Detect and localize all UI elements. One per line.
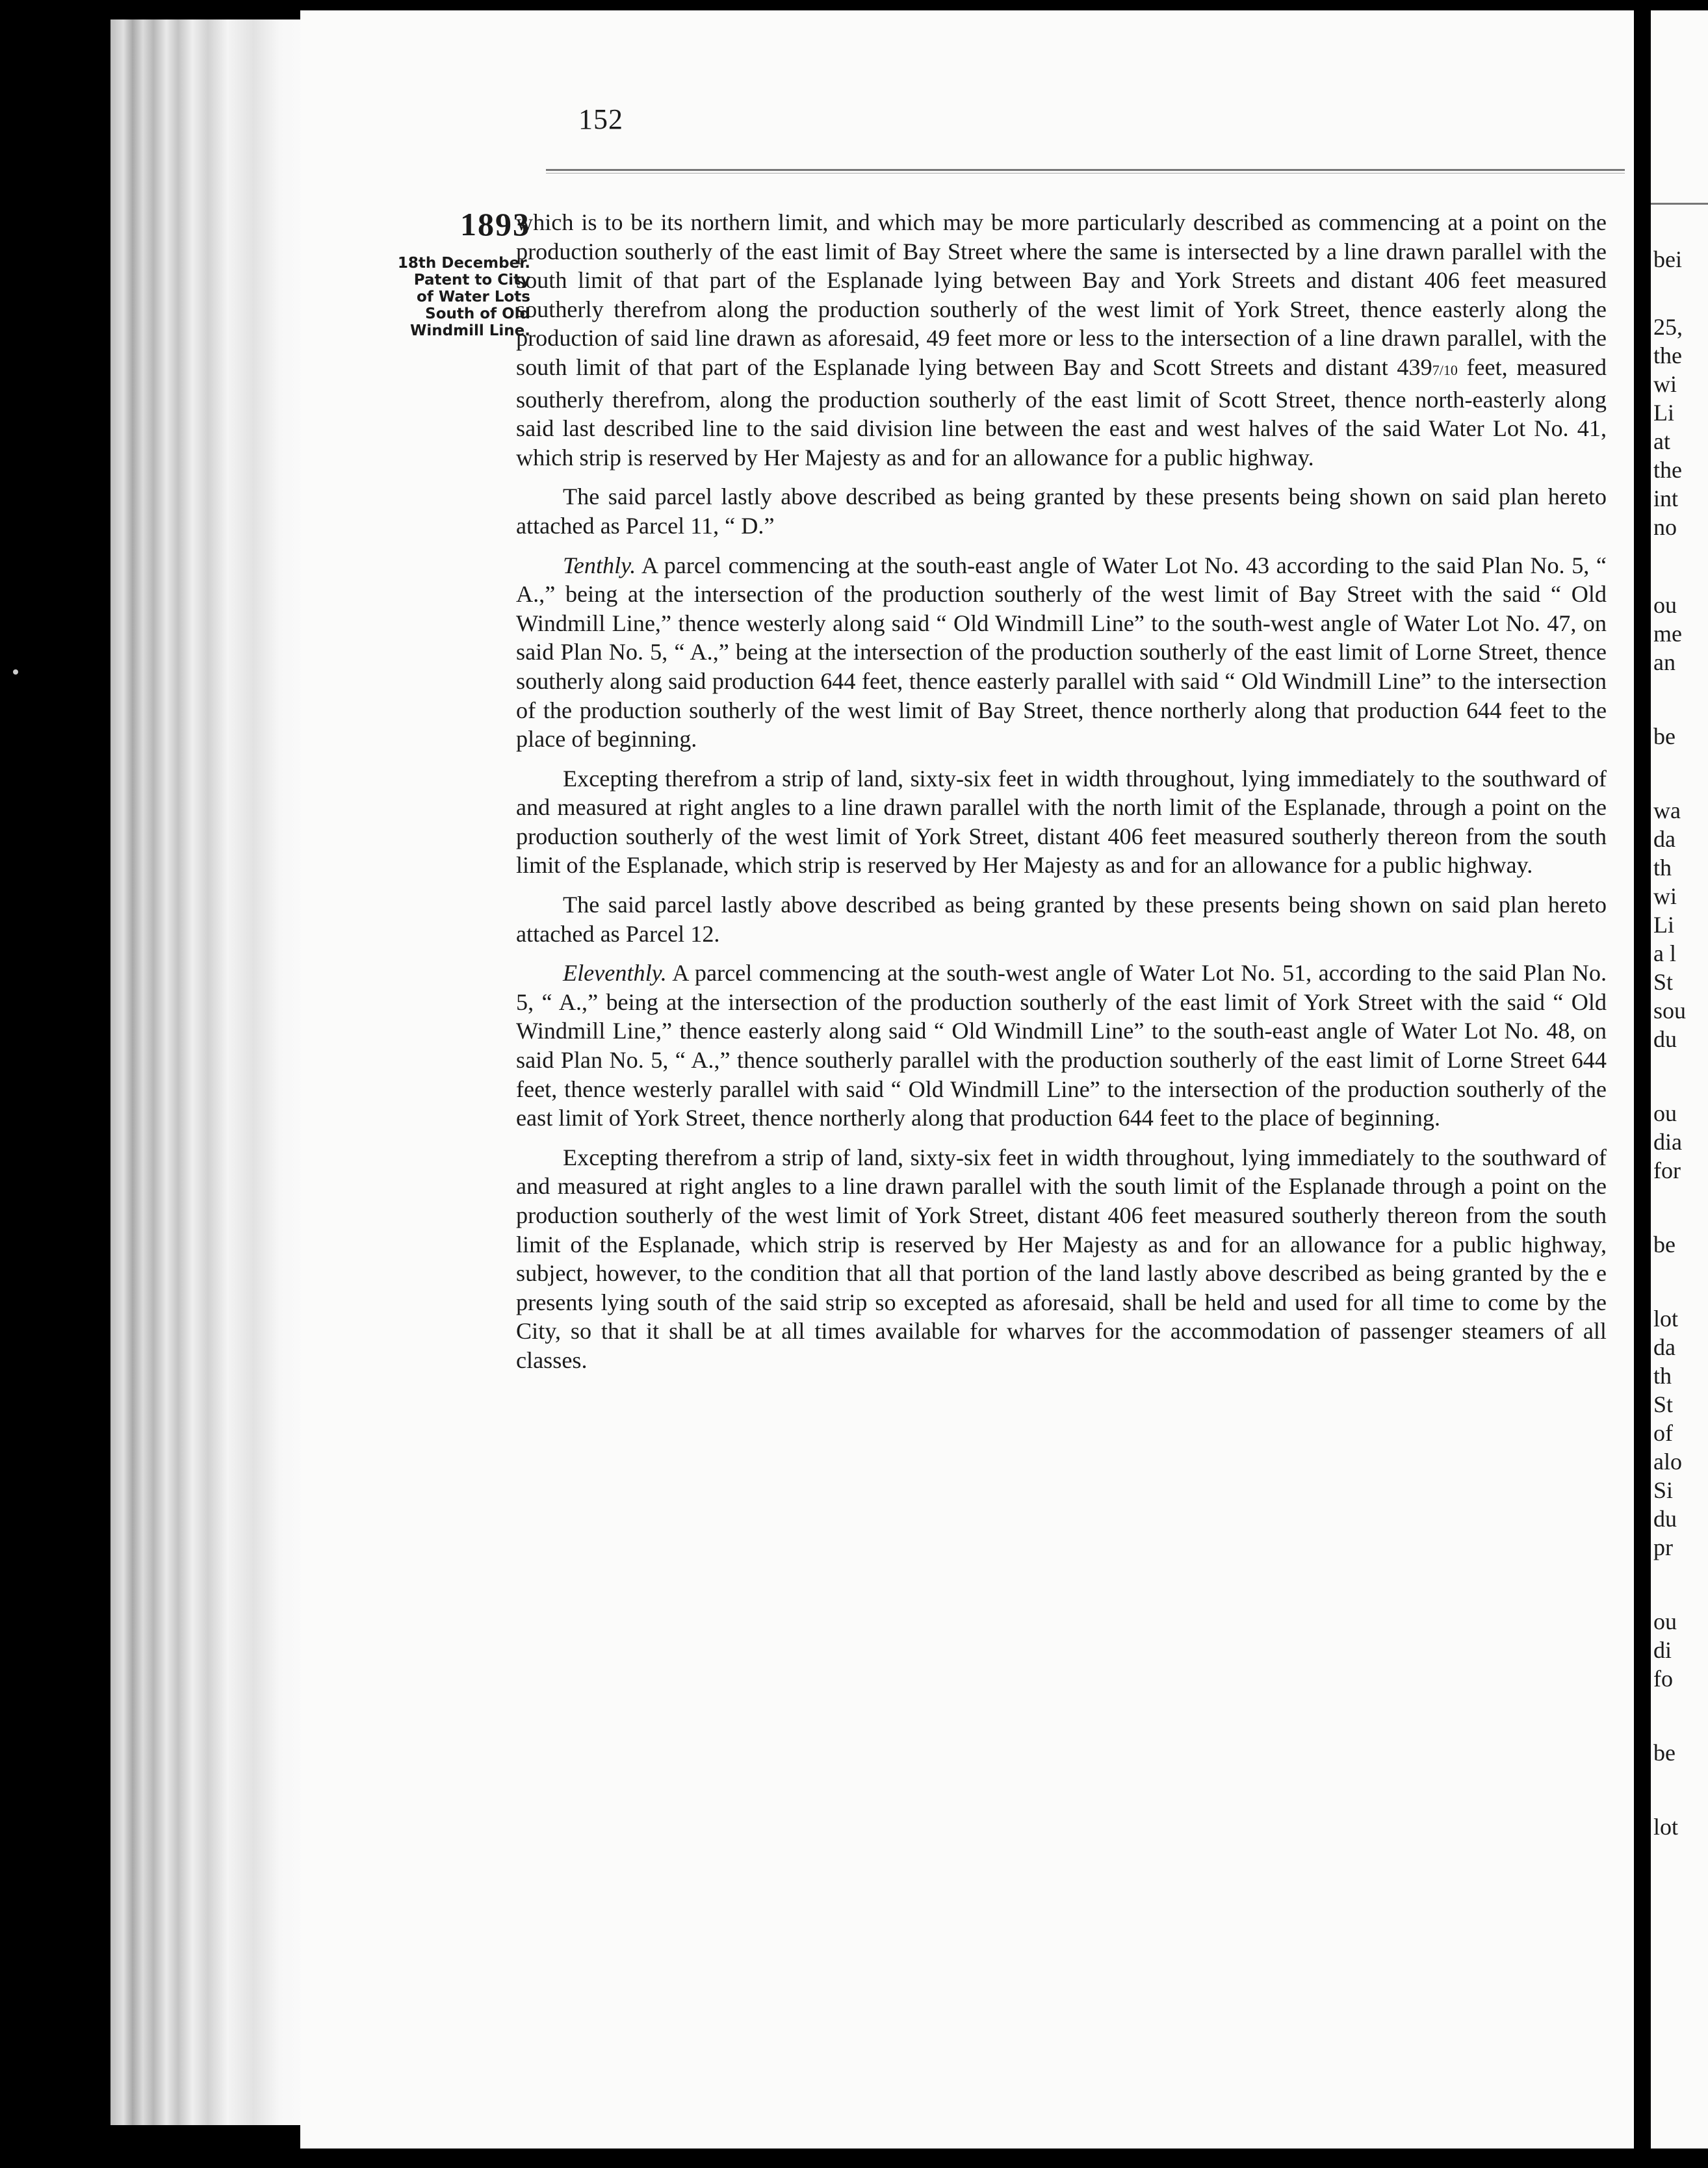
facing-page-fragment: wi [1653, 883, 1677, 909]
paragraph [516, 959, 1607, 1133]
margin-note [368, 205, 530, 339]
facing-page-fragment: ou [1653, 1100, 1677, 1126]
paragraph-text: A parcel commencing at the south-east angle of Water Lot No. 43 according to the said Plan No. 5, “ A.,” being at the intersection of the production southerly of the west limit of Bay Street with the said “ Old Windmill Line,” thence westerly along said “ Old Windmill Line” to the south-west angle of Water Lot No. 47, on said Plan No. 5, “ A.,” being at the intersection of the production southerly of the east limit of Lorne Street, thence southerly along said production 644 feet, thence easterly parallel with said “ Old Windmill Line” to the intersection of the production southerly of the west limit of Bay Street, thence northerly along that production 644 feet to the place of beginning. [516, 552, 1607, 753]
facing-page-fragment: Si [1653, 1477, 1674, 1503]
facing-page-fragment: th [1653, 1363, 1672, 1389]
facing-page-fragment: da [1653, 1334, 1676, 1360]
margin-year: 1893 [460, 206, 530, 242]
facing-page-fragment: an [1653, 649, 1676, 675]
facing-page-fragment: be [1653, 723, 1676, 749]
margin-note-line: South of Old [425, 305, 530, 322]
book-page-edges [110, 19, 305, 2125]
margin-note-line: Patent to City [413, 272, 530, 289]
facing-page-fragment: no [1653, 514, 1677, 540]
facing-page-fragment: Li [1653, 912, 1674, 938]
facing-page-rule [1651, 203, 1708, 205]
scan-speck [13, 669, 18, 675]
facing-page-fragment: be [1653, 1740, 1676, 1766]
facing-page-fragment: of [1653, 1420, 1673, 1446]
facing-page-fragment: th [1653, 855, 1672, 881]
facing-page-fragment: Li [1653, 400, 1674, 426]
facing-page-fragment: alo [1653, 1449, 1682, 1475]
facing-page-fragment: pr [1653, 1534, 1673, 1560]
facing-page-fragment: a l [1653, 940, 1676, 966]
margin-note-line: of Water Lots [417, 289, 530, 305]
paragraph [516, 208, 1607, 472]
facing-page-fragment: St [1653, 1391, 1674, 1417]
paragraph-lead: Tenthly. [563, 552, 636, 578]
facing-page-fragment: be [1653, 1232, 1676, 1258]
facing-page-fragment: me [1653, 621, 1682, 647]
facing-page-fragment: fo [1653, 1666, 1673, 1692]
facing-page-fragment: 25, [1653, 314, 1683, 340]
paragraph-text: Excepting therefrom a strip of land, sixty-six feet in width throughout, lying immediately to the southward of and measured at right angles to a line drawn parallel with the north limit of the Esplanade, through a point on the production southerly of the west limit of York Street, distant 406 feet measured southerly thereon from the south limit of the Esplanade, which strip is reserved by Her Majesty as and for an allowance for a public highway. [516, 765, 1607, 879]
page-number: 152 [578, 103, 623, 135]
facing-page-fragment: the [1653, 457, 1682, 483]
paragraph-text: A parcel commencing at the south-west angle of Water Lot No. 51, according to the said Plan No. 5, “ A.,” being at the intersection of the production southerly of the east limit of York Street with the said “ Old Windmill Line,” thence easterly along said “ Old Windmill Line” to the south-east angle of Water Lot No. 48, on said Plan No. 5, “ A.,” thence southerly parallel with the production southerly of the east limit of Lorne Street 644 feet, thence westerly parallel with said “ Old Windmill Line” to the intersection of the production southerly of the east limit of York Street, thence northerly along that production 644 feet to the place of beginning. [516, 960, 1607, 1131]
facing-page-fragment: lot [1653, 1306, 1679, 1332]
facing-page-fragment: du [1653, 1026, 1677, 1052]
facing-page-fragment: wa [1653, 797, 1681, 823]
paragraph [516, 482, 1607, 540]
facing-page-fragment: ou [1653, 1608, 1677, 1634]
paragraph-text: which is to be its northern limit, and which may be more particularly described as commencing at a point on the production southerly of the east limit of Bay Street where the same is intersected by a line drawn parallel with the south limit of that part of the Esplanade lying between Bay and York Streets and distant 406 feet measured southerly therefrom along the production southerly of the west limit of York Street, thence easterly along the production of said line drawn as aforesaid, 49 feet more or less to the intersection of a line drawn parallel, with the south limit of that part of the Esplanade lying between Bay and Scott Streets and distant 439 [516, 209, 1607, 380]
facing-page-fragment: dia [1653, 1129, 1682, 1155]
fraction: 7/10 [1432, 361, 1458, 378]
facing-page-fragment: sou [1653, 998, 1687, 1024]
facing-page-fragment: bei [1653, 246, 1682, 272]
facing-page-fragment: di [1653, 1637, 1672, 1663]
paragraph [516, 890, 1607, 948]
paragraph-text: The said parcel lastly above described as being granted by these presents being shown on said plan hereto attached as Parcel 12. [516, 892, 1607, 947]
margin-note-line: Windmill Line. [410, 322, 530, 339]
facing-page [1651, 10, 1708, 2149]
paragraph [516, 764, 1607, 880]
margin-note-text [368, 255, 530, 339]
paragraph [516, 1143, 1607, 1375]
paragraph-text: Excepting therefrom a strip of land, sixty-six feet in width throughout, lying immediately to the southward of and measured at right angles to a line drawn parallel with the south limit of the Esplanade through a point on the production southerly of the west limit of York Street, distant 406 feet measured southerly thereon from the south limit of the Esplanade, which strip is reserved by Her Majesty as and for an allowance for a public highway, subject, however, to the condition that all that portion of the land lastly above described as being granted by the e presents lying south of the said strip so excepted as aforesaid, shall be held and used for all time to come by the City, so that it shall be at all times available for wharves for the accommodation of passenger steamers of all classes. [516, 1144, 1607, 1373]
facing-page-fragment: St [1653, 969, 1674, 995]
facing-page-fragment: ou [1653, 592, 1677, 618]
facing-page-fragment: for [1653, 1157, 1681, 1183]
margin-note-line: 18th December. [397, 255, 530, 272]
header-rule [546, 169, 1625, 174]
paragraph [516, 551, 1607, 754]
facing-page-fragment: da [1653, 826, 1676, 852]
page-gutter [1634, 10, 1651, 2149]
facing-page-fragment: du [1653, 1506, 1677, 1532]
facing-page-fragment: wi [1653, 371, 1677, 397]
paragraph-text: feet, measured southerly therefrom, along the production southerly of the east limit of Scott Street, thence north-easterly along said last described line to the said division line between the east and west halves of the said Water Lot No. 41, which strip is reserved by Her Majesty as and for an allowance for a public highway. [516, 354, 1607, 471]
paragraph-text: The said parcel lastly above described as being granted by these presents being shown on said plan hereto attached as Parcel 11, “ D.” [516, 484, 1607, 539]
facing-page-fragment: int [1653, 485, 1679, 511]
facing-page-fragment: the [1653, 342, 1682, 368]
facing-page-fragment: lot [1653, 1814, 1679, 1840]
paragraph-lead: Eleventhly. [563, 960, 667, 987]
body-text [516, 208, 1607, 1386]
facing-page-fragment: at [1653, 428, 1670, 454]
